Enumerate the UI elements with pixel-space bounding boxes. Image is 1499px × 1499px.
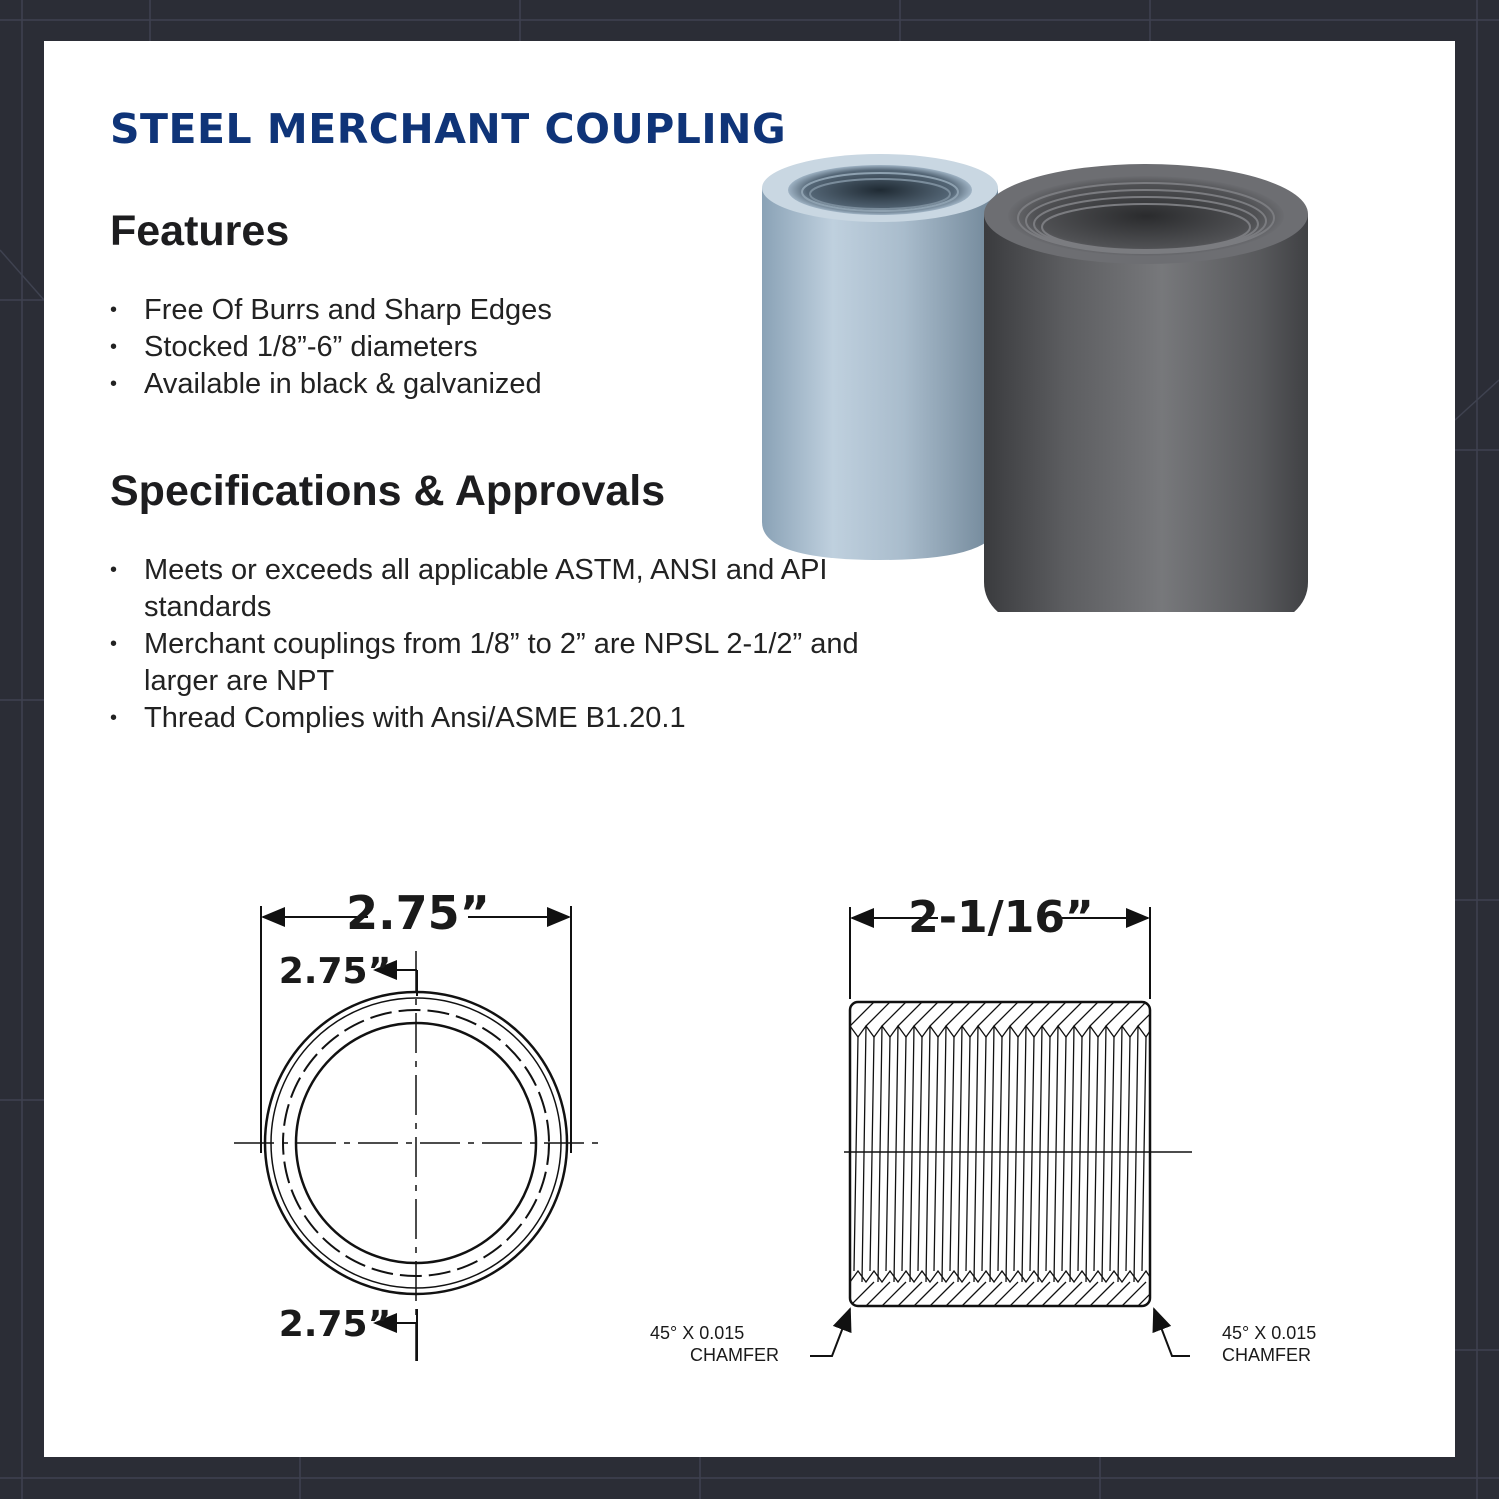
list-item: • Thread Complies with Ansi/ASME B1.20.1 [110, 700, 870, 737]
page-title: STEEL MERCHANT COUPLING [110, 105, 787, 153]
list-item: • Free Of Burrs and Sharp Edges [110, 292, 552, 329]
list-item: • Meets or exceeds all applicable ASTM, ANSI and API standards [110, 552, 870, 626]
front-outer-dimension: 2.75” [346, 886, 490, 940]
list-item: • Stocked 1/8”-6” diameters [110, 329, 552, 366]
side-length-dimension: 2-1/16” [908, 892, 1094, 943]
list-item: • Available in black & galvanized [110, 366, 552, 403]
side-view-drawing [810, 907, 1192, 1356]
technical-drawing [44, 41, 1455, 1457]
list-item: • Merchant couplings from 1/8” to 2” are NPSL 2-1/2” and larger are NPT [110, 626, 870, 700]
specs-heading: Specifications & Approvals [110, 467, 666, 515]
right-chamfer-label: CHAMFER [1222, 1345, 1311, 1365]
right-chamfer-note: 45° X 0.015 [1222, 1323, 1317, 1343]
front-bottom-dimension: 2.75” [278, 1304, 392, 1345]
left-chamfer-note: 45° X 0.015 [650, 1323, 745, 1343]
features-heading: Features [110, 207, 290, 255]
left-chamfer-label: CHAMFER [690, 1345, 779, 1365]
content-card [44, 41, 1455, 1457]
front-top-dimension: 2.75” [278, 951, 392, 992]
